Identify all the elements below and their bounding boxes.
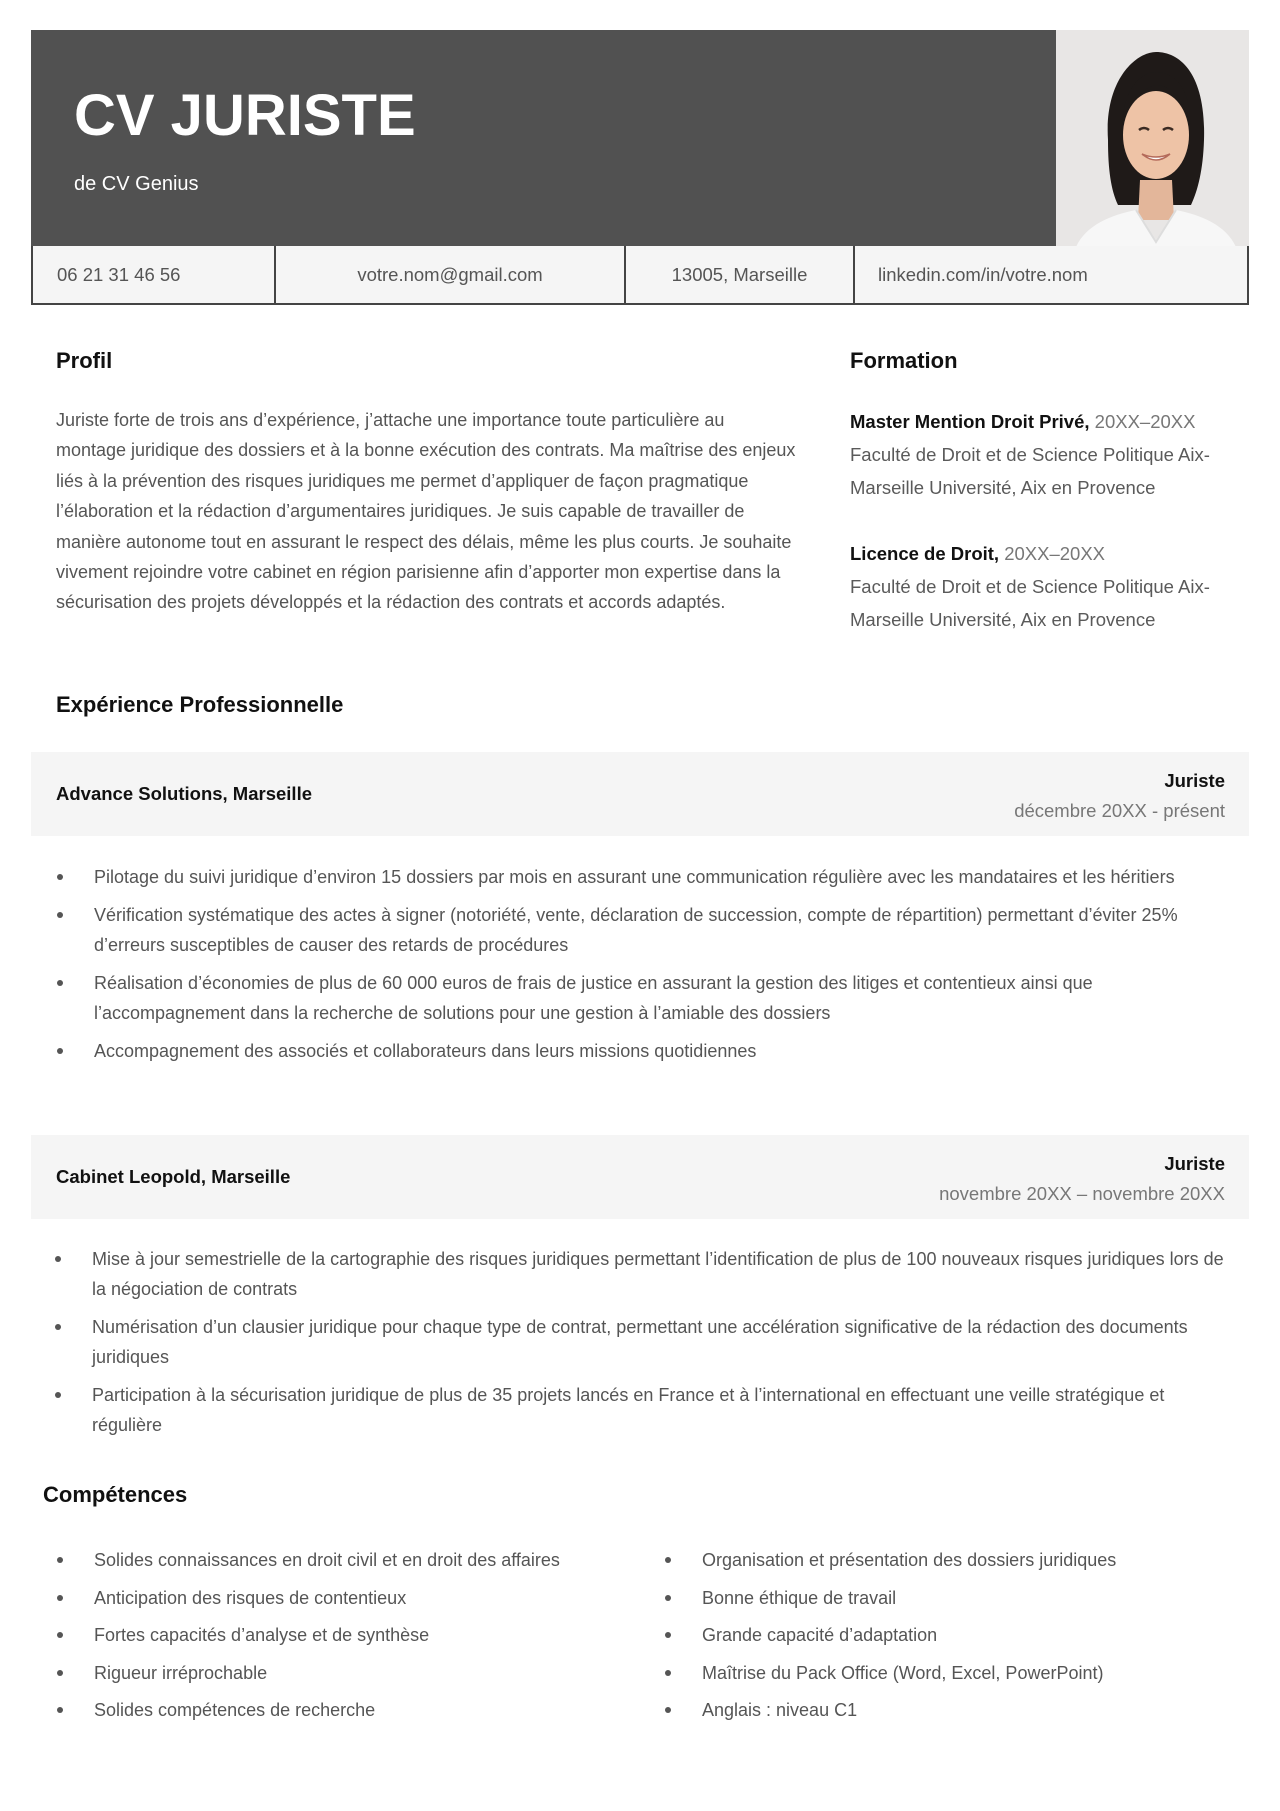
job-bullet [56,862,1226,892]
bullet-text: Numérisation d’un clausier juridique pour chaque type de contrat, permettant une accélération significative de la rédaction des documents juridiques [92,1317,1188,1367]
skill-item [664,1658,1224,1688]
job-role: Juriste [1164,770,1225,791]
job-bullets [54,1244,1224,1448]
formation-entry [850,537,1250,636]
skill-item [56,1545,616,1575]
job-role: Juriste [1164,1153,1225,1174]
bullet-text: Participation à la sécurisation juridique de plus de 35 projets lancés en France et à l’international en effectuant une veille stratégique et régulière [92,1385,1165,1435]
skill-text: Organisation et présentation des dossiers juridiques [702,1550,1117,1570]
skill-item [664,1695,1224,1725]
bullet-text: Réalisation d’économies de plus de 60 000 euros de frais de justice en assurant la gestion des litiges et contentieux ainsi que l’accompagnement dans la recherche de solutions pour une gestion à l’amiable des dossiers [94,973,1093,1023]
skill-item [664,1545,1224,1575]
job-period: décembre 20XX - présent [1014,800,1225,821]
skills-list-left [56,1545,616,1733]
bullet-icon [57,1557,63,1563]
job-company: Cabinet Leopold, Marseille [56,1166,291,1187]
bullet-icon [57,1632,63,1638]
skill-text: Solides compétences de recherche [94,1700,376,1720]
skill-item [664,1583,1224,1613]
skill-item [56,1658,616,1688]
bullet-icon [55,1324,61,1330]
competences-heading: Compétences [43,1482,188,1507]
bullet-icon [57,912,63,918]
bullet-icon [57,1595,63,1601]
job-header [31,752,1249,836]
formation-list [850,405,1250,669]
job-header [31,1135,1249,1219]
job-role-box [939,1149,1225,1209]
bullet-icon [57,874,63,880]
bullet-icon [665,1707,671,1713]
formation-dates: 20XX–20XX [1089,411,1196,432]
job-bullets [56,862,1226,1074]
skill-item [664,1620,1224,1650]
job-bullet [54,1244,1224,1304]
contact-email[interactable]: votre.nom@gmail.com [276,246,626,303]
skill-text: Fortes capacités d’analyse et de synthèse [94,1625,430,1645]
skills-list-right [664,1545,1224,1733]
cv-subtitle: de CV Genius [74,173,199,195]
formation-dates: 20XX–20XX [999,543,1106,564]
experience-heading: Expérience Professionnelle [56,692,344,717]
contact-location: 13005, Marseille [626,246,855,303]
skill-item [56,1583,616,1613]
bullet-text: Vérification systématique des actes à signer (notoriété, vente, déclaration de succession, compte de répartition) permettant d’éviter 25% d’erreurs susceptibles de causer des retards de procédures [94,905,1178,955]
bullet-icon [665,1557,671,1563]
formation-degree: Master Mention Droit Privé, [850,411,1090,432]
contact-phone[interactable]: 06 21 31 46 56 [33,246,276,303]
bullet-icon [57,1670,63,1676]
job-bullet [56,968,1226,1028]
job-bullet [56,1036,1226,1066]
bullet-icon [665,1632,671,1638]
skill-text: Anticipation des risques de contentieux [94,1587,407,1608]
portrait-image [1056,30,1249,247]
formation-heading: Formation [850,348,958,373]
formation-school: Faculté de Droit et de Science Politique Aix-Marseille Université, Aix en Provence [850,576,1210,630]
formation-degree: Licence de Droit, [850,543,1000,564]
skill-text: Anglais : niveau C1 [702,1700,858,1720]
bullet-icon [57,980,63,986]
skill-text: Maîtrise du Pack Office (Word, Excel, PowerPoint) [702,1662,1104,1683]
bullet-icon [57,1048,63,1054]
cv-title: CV JURISTE [74,83,416,148]
contact-bar [31,246,1249,305]
skill-text: Grande capacité d’adaptation [702,1625,938,1645]
bullet-icon [57,1707,63,1713]
bullet-text: Pilotage du suivi juridique d’environ 15 dossiers par mois en assurant une communication régulière avec les mandataires et les héritiers [94,867,1175,887]
job-period: novembre 20XX – novembre 20XX [939,1183,1225,1204]
bullet-text: Mise à jour semestrielle de la cartographie des risques juridiques permettant l’identification de plus de 100 nouveaux risques juridiques lors de la négociation de contrats [92,1249,1224,1299]
profil-heading: Profil [56,348,113,373]
bullet-icon [55,1392,61,1398]
contact-linkedin[interactable]: linkedin.com/in/votre.nom [878,263,1088,285]
bullet-icon [55,1256,61,1262]
bullet-icon [665,1670,671,1676]
formation-school: Faculté de Droit et de Science Politique Aix-Marseille Université, Aix en Provence [850,444,1210,498]
bullet-text: Accompagnement des associés et collaborateurs dans leurs missions quotidiennes [94,1041,757,1061]
skill-text: Bonne éthique de travail [702,1587,897,1608]
skill-text: Rigueur irréprochable [94,1662,268,1683]
formation-entry [850,405,1250,504]
job-company: Advance Solutions, Marseille [56,783,312,804]
job-role-box [1014,766,1225,826]
job-bullet [56,900,1226,960]
skill-item [56,1620,616,1650]
profile-photo [1056,30,1249,247]
skill-item [56,1695,616,1725]
bullet-icon [665,1595,671,1601]
profil-text: Juriste forte de trois ans d’expérience, j’attache une importance toute particulière au montage juridique des dossiers et à la bonne exécution des contrats. Ma maîtrise des enjeux liés à la prévention des risques juridiques me permet d’appliquer de façon pragmatique l’élaboration et la rédaction d’argumentaires juridiques. Je suis capable de travailler de manière autonome tout en assurant le respect des délais, même les plus courts. Je souhaite vivement rejoindre votre cabinet en région parisienne afin d’apporter mon expertise dans la sécurisation des projets développés et la rédaction des contrats et accords adaptés. [56,410,796,613]
job-bullet [54,1312,1224,1372]
skill-text: Solides connaissances en droit civil et en droit des affaires [94,1550,560,1570]
job-bullet [54,1380,1224,1440]
